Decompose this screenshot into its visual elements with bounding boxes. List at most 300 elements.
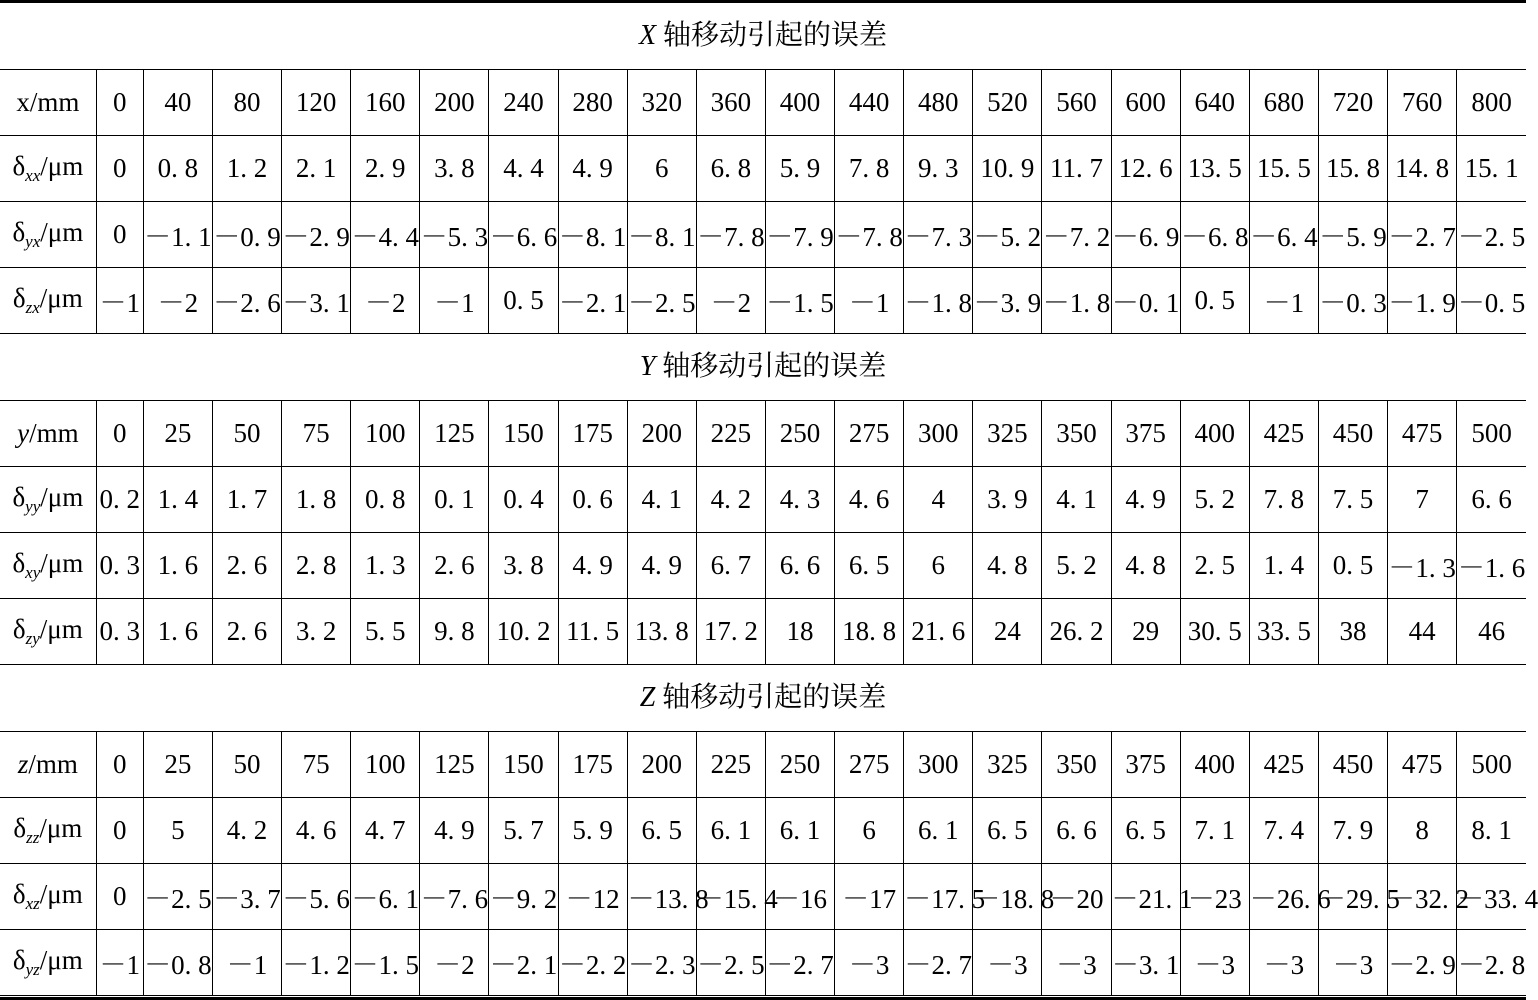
value-cell: －17: [835, 864, 904, 930]
error-subscript: zx: [25, 298, 40, 317]
position-cell: 300: [904, 401, 973, 467]
value-cell: 6. 5: [973, 798, 1042, 864]
value-cell: －1. 2: [282, 930, 351, 996]
value-cell: 11. 5: [558, 599, 627, 665]
value-cell: －2. 5: [696, 930, 765, 996]
error-table: [0, 69, 1526, 334]
position-cell: 240: [489, 70, 558, 136]
position-variable: x: [16, 87, 30, 117]
value-cell: 4. 6: [282, 798, 351, 864]
value-cell: 6: [904, 533, 973, 599]
position-cell: 375: [1111, 732, 1180, 798]
value-cell: －7. 9: [765, 202, 834, 268]
value-cell: －2. 6: [212, 268, 281, 334]
position-cell: 375: [1111, 401, 1180, 467]
delta-symbol: δ: [12, 548, 26, 578]
position-cell: 400: [765, 70, 834, 136]
value-cell: －33. 4: [1457, 864, 1526, 930]
position-cell: 640: [1180, 70, 1249, 136]
value-cell: 6. 1: [765, 798, 834, 864]
position-cell: 425: [1249, 732, 1318, 798]
value-cell: 7. 9: [1318, 798, 1387, 864]
value-cell: 11. 7: [1042, 136, 1111, 202]
error-unit: /μm: [39, 945, 83, 975]
value-cell: 0: [96, 202, 143, 268]
value-cell: 2. 6: [212, 599, 281, 665]
value-cell: 4. 7: [351, 798, 420, 864]
value-cell: 15. 5: [1249, 136, 1318, 202]
position-variable: z: [17, 749, 29, 779]
position-cell: 40: [143, 70, 212, 136]
value-cell: 0. 5: [1180, 268, 1249, 334]
value-cell: 5. 5: [351, 599, 420, 665]
value-cell: 4: [904, 467, 973, 533]
value-cell: －2. 3: [627, 930, 696, 996]
value-cell: －1. 1: [143, 202, 212, 268]
position-cell: 125: [420, 732, 489, 798]
position-cell: 350: [1042, 732, 1111, 798]
value-cell: 10. 2: [489, 599, 558, 665]
value-cell: 4. 9: [558, 533, 627, 599]
value-cell: 6. 6: [1457, 467, 1526, 533]
error-label: [0, 798, 96, 864]
value-cell: 7. 4: [1249, 798, 1318, 864]
position-cell: 560: [1042, 70, 1111, 136]
value-cell: 1. 3: [351, 533, 420, 599]
section-title-text: 轴移动引起的误差: [656, 20, 888, 51]
value-cell: －3: [835, 930, 904, 996]
position-cell: 250: [765, 732, 834, 798]
value-cell: －1: [1249, 268, 1318, 334]
position-cell: 450: [1318, 732, 1387, 798]
value-cell: 3. 2: [282, 599, 351, 665]
value-cell: 38: [1318, 599, 1387, 665]
value-cell: 12. 6: [1111, 136, 1180, 202]
position-cell: 400: [1180, 401, 1249, 467]
error-label: [0, 136, 96, 202]
error-unit: /μm: [40, 482, 84, 512]
position-cell: 25: [143, 401, 212, 467]
value-cell: 6. 5: [835, 533, 904, 599]
value-cell: 6. 1: [904, 798, 973, 864]
position-cell: 250: [765, 401, 834, 467]
position-label: [0, 70, 96, 136]
value-cell: －3: [1180, 930, 1249, 996]
value-cell: 17. 2: [696, 599, 765, 665]
error-label: [0, 599, 96, 665]
position-row: [0, 732, 1526, 798]
value-cell: －12: [558, 864, 627, 930]
value-cell: 4. 1: [1042, 467, 1111, 533]
value-cell: －2. 1: [489, 930, 558, 996]
value-cell: －5. 3: [420, 202, 489, 268]
value-cell: 7. 8: [1249, 467, 1318, 533]
position-cell: 0: [96, 732, 143, 798]
value-cell: －6. 4: [1249, 202, 1318, 268]
value-cell: 44: [1388, 599, 1457, 665]
value-cell: －6. 1: [351, 864, 420, 930]
value-cell: 4. 9: [627, 533, 696, 599]
value-cell: 18: [765, 599, 834, 665]
value-cell: 7. 1: [1180, 798, 1249, 864]
delta-symbol: δ: [12, 879, 26, 909]
value-cell: －7. 6: [420, 864, 489, 930]
value-cell: －1: [96, 930, 143, 996]
position-cell: 100: [351, 732, 420, 798]
value-cell: －8. 1: [558, 202, 627, 268]
value-cell: －2. 7: [765, 930, 834, 996]
error-subscript: yy: [25, 497, 41, 516]
delta-symbol: δ: [12, 151, 26, 181]
position-cell: 175: [558, 732, 627, 798]
value-cell: 1. 8: [282, 467, 351, 533]
section-title: [0, 665, 1526, 731]
value-cell: －18. 8: [973, 864, 1042, 930]
value-cell: －17. 5: [904, 864, 973, 930]
position-cell: 325: [973, 732, 1042, 798]
error-label: [0, 930, 96, 996]
value-cell: 0. 4: [489, 467, 558, 533]
value-cell: 2. 1: [282, 136, 351, 202]
position-cell: 75: [282, 732, 351, 798]
value-cell: －13. 8: [627, 864, 696, 930]
value-cell: 3. 9: [973, 467, 1042, 533]
error-label: [0, 467, 96, 533]
value-cell: 0. 8: [143, 136, 212, 202]
value-cell: －2. 7: [1388, 202, 1457, 268]
value-cell: －3. 1: [282, 268, 351, 334]
position-row: [0, 70, 1526, 136]
value-cell: 1. 4: [143, 467, 212, 533]
value-cell: －15. 4: [696, 864, 765, 930]
value-cell: 29: [1111, 599, 1180, 665]
position-cell: 160: [351, 70, 420, 136]
section-axis-letter: X: [638, 20, 657, 51]
value-cell: －3. 7: [212, 864, 281, 930]
value-cell: 5. 9: [558, 798, 627, 864]
position-cell: 500: [1457, 401, 1526, 467]
value-cell: 2. 8: [282, 533, 351, 599]
value-cell: 2. 9: [351, 136, 420, 202]
delta-symbol: δ: [12, 945, 26, 975]
error-unit: /μm: [40, 548, 84, 578]
value-cell: －2. 5: [1457, 202, 1526, 268]
error-subscript: xy: [25, 563, 41, 582]
value-cell: －1: [835, 268, 904, 334]
value-cell: －3. 1: [1111, 930, 1180, 996]
position-label: [0, 732, 96, 798]
section-title-text: 轴移动引起的误差: [655, 351, 887, 382]
position-cell: 50: [212, 401, 281, 467]
section-title: [0, 334, 1526, 400]
position-cell: 275: [835, 732, 904, 798]
section-title: [0, 3, 1526, 69]
position-variable: y: [17, 418, 30, 448]
value-cell: －32. 2: [1388, 864, 1457, 930]
value-cell: 13. 8: [627, 599, 696, 665]
value-cell: 7: [1388, 467, 1457, 533]
error-unit: /μm: [39, 614, 83, 644]
value-cell: －5. 9: [1318, 202, 1387, 268]
value-cell: 6. 6: [765, 533, 834, 599]
error-row: [0, 268, 1526, 334]
error-row: [0, 864, 1526, 930]
value-cell: 5. 2: [1042, 533, 1111, 599]
error-row: [0, 599, 1526, 665]
value-cell: 4. 3: [765, 467, 834, 533]
value-cell: 14. 8: [1388, 136, 1457, 202]
value-cell: 0. 6: [558, 467, 627, 533]
position-cell: 125: [420, 401, 489, 467]
error-row: [0, 467, 1526, 533]
value-cell: 18. 8: [835, 599, 904, 665]
value-cell: －2. 5: [627, 268, 696, 334]
value-cell: －4. 4: [351, 202, 420, 268]
value-cell: －20: [1042, 864, 1111, 930]
value-cell: －2. 9: [1388, 930, 1457, 996]
position-cell: 720: [1318, 70, 1387, 136]
value-cell: 1. 6: [143, 533, 212, 599]
position-cell: 320: [627, 70, 696, 136]
value-cell: 4. 8: [973, 533, 1042, 599]
value-cell: 0. 5: [1318, 533, 1387, 599]
position-cell: 100: [351, 401, 420, 467]
value-cell: －9. 2: [489, 864, 558, 930]
value-cell: 4. 9: [558, 136, 627, 202]
error-unit: /μm: [39, 813, 83, 843]
value-cell: 46: [1457, 599, 1526, 665]
value-cell: －0. 9: [212, 202, 281, 268]
value-cell: 6: [835, 798, 904, 864]
position-cell: 325: [973, 401, 1042, 467]
value-cell: －0. 1: [1111, 268, 1180, 334]
value-cell: 6. 6: [1042, 798, 1111, 864]
value-cell: 6. 1: [696, 798, 765, 864]
value-cell: 5. 2: [1180, 467, 1249, 533]
position-cell: 450: [1318, 401, 1387, 467]
position-cell: 360: [696, 70, 765, 136]
position-cell: 200: [420, 70, 489, 136]
value-cell: 24: [973, 599, 1042, 665]
value-cell: 8. 1: [1457, 798, 1526, 864]
value-cell: 5. 9: [765, 136, 834, 202]
value-cell: －2: [696, 268, 765, 334]
value-cell: －23: [1180, 864, 1249, 930]
error-unit: /μm: [39, 283, 83, 313]
error-subscript: zy: [25, 629, 40, 648]
value-cell: 9. 3: [904, 136, 973, 202]
error-unit: /μm: [40, 151, 84, 181]
position-cell: 475: [1388, 732, 1457, 798]
value-cell: 30. 5: [1180, 599, 1249, 665]
error-row: [0, 202, 1526, 268]
value-cell: －1. 5: [765, 268, 834, 334]
error-row: [0, 798, 1526, 864]
value-cell: 4. 2: [696, 467, 765, 533]
value-cell: 21. 6: [904, 599, 973, 665]
value-cell: 6: [627, 136, 696, 202]
value-cell: －3: [1042, 930, 1111, 996]
value-cell: －2. 8: [1457, 930, 1526, 996]
error-label: [0, 268, 96, 334]
delta-symbol: δ: [12, 614, 26, 644]
position-cell: 80: [212, 70, 281, 136]
value-cell: －2. 5: [143, 864, 212, 930]
value-cell: 4. 4: [489, 136, 558, 202]
value-cell: －1. 8: [904, 268, 973, 334]
value-cell: －0. 8: [143, 930, 212, 996]
value-cell: －2: [143, 268, 212, 334]
position-cell: 520: [973, 70, 1042, 136]
value-cell: －1: [96, 268, 143, 334]
value-cell: 9. 8: [420, 599, 489, 665]
position-cell: 480: [904, 70, 973, 136]
value-cell: 6. 8: [696, 136, 765, 202]
value-cell: －0. 5: [1457, 268, 1526, 334]
delta-symbol: δ: [13, 813, 27, 843]
position-cell: 800: [1457, 70, 1526, 136]
value-cell: 0: [96, 798, 143, 864]
error-label: [0, 202, 96, 268]
position-label: [0, 401, 96, 467]
position-cell: 500: [1457, 732, 1526, 798]
value-cell: －3: [973, 930, 1042, 996]
value-cell: －7. 8: [835, 202, 904, 268]
position-cell: 225: [696, 732, 765, 798]
value-cell: －2: [351, 268, 420, 334]
value-cell: 2. 6: [212, 533, 281, 599]
value-cell: 2. 6: [420, 533, 489, 599]
position-cell: 760: [1388, 70, 1457, 136]
position-cell: 200: [627, 732, 696, 798]
value-cell: －7. 3: [904, 202, 973, 268]
value-cell: 6. 5: [627, 798, 696, 864]
value-cell: －2. 9: [282, 202, 351, 268]
value-cell: －2. 7: [904, 930, 973, 996]
value-cell: 15. 8: [1318, 136, 1387, 202]
position-cell: 400: [1180, 732, 1249, 798]
value-cell: －2: [420, 930, 489, 996]
value-cell: －1: [420, 268, 489, 334]
value-cell: 15. 1: [1457, 136, 1526, 202]
value-cell: －3: [1318, 930, 1387, 996]
position-unit: /mm: [29, 418, 79, 448]
value-cell: －6. 6: [489, 202, 558, 268]
value-cell: 3. 8: [489, 533, 558, 599]
value-cell: －3. 9: [973, 268, 1042, 334]
position-cell: 300: [904, 732, 973, 798]
position-cell: 350: [1042, 401, 1111, 467]
value-cell: 4. 8: [1111, 533, 1180, 599]
position-cell: 150: [489, 732, 558, 798]
value-cell: －21. 1: [1111, 864, 1180, 930]
position-cell: 680: [1249, 70, 1318, 136]
value-cell: 4. 1: [627, 467, 696, 533]
value-cell: 1. 7: [212, 467, 281, 533]
value-cell: 1. 2: [212, 136, 281, 202]
value-cell: 13. 5: [1180, 136, 1249, 202]
value-cell: －1. 6: [1457, 533, 1526, 599]
value-cell: －16: [765, 864, 834, 930]
error-table: [0, 400, 1526, 665]
error-subscript: zz: [26, 828, 40, 847]
value-cell: －2. 1: [558, 268, 627, 334]
position-cell: 600: [1111, 70, 1180, 136]
position-cell: 150: [489, 401, 558, 467]
position-cell: 225: [696, 401, 765, 467]
value-cell: 0. 5: [489, 268, 558, 334]
value-cell: －7. 8: [696, 202, 765, 268]
error-subscript: xz: [25, 894, 40, 913]
value-cell: －8. 1: [627, 202, 696, 268]
value-cell: 33. 5: [1249, 599, 1318, 665]
value-cell: 0. 1: [420, 467, 489, 533]
value-cell: －1. 9: [1388, 268, 1457, 334]
error-unit: /μm: [40, 217, 84, 247]
value-cell: 5. 7: [489, 798, 558, 864]
error-row: [0, 533, 1526, 599]
value-cell: 0. 3: [96, 533, 143, 599]
section-axis-letter: Z: [639, 682, 656, 713]
value-cell: 10. 9: [973, 136, 1042, 202]
value-cell: 4. 9: [420, 798, 489, 864]
value-cell: 0: [96, 136, 143, 202]
value-cell: 1. 4: [1249, 533, 1318, 599]
value-cell: 1. 6: [143, 599, 212, 665]
value-cell: 2. 5: [1180, 533, 1249, 599]
value-cell: 6. 5: [1111, 798, 1180, 864]
error-label: [0, 864, 96, 930]
value-cell: －1. 3: [1388, 533, 1457, 599]
value-cell: 4. 2: [212, 798, 281, 864]
value-cell: －5. 6: [282, 864, 351, 930]
section-title-text: 轴移动引起的误差: [655, 682, 887, 713]
position-cell: 25: [143, 732, 212, 798]
value-cell: 0: [96, 864, 143, 930]
value-cell: 4. 9: [1111, 467, 1180, 533]
error-subscript: yz: [25, 960, 40, 979]
value-cell: 6. 7: [696, 533, 765, 599]
value-cell: －1: [212, 930, 281, 996]
error-unit: /μm: [39, 879, 83, 909]
position-cell: 50: [212, 732, 281, 798]
value-cell: －1. 5: [351, 930, 420, 996]
position-cell: 275: [835, 401, 904, 467]
value-cell: －3: [1249, 930, 1318, 996]
position-cell: 120: [282, 70, 351, 136]
error-label: [0, 533, 96, 599]
position-cell: 200: [627, 401, 696, 467]
error-row: [0, 930, 1526, 996]
section-axis-letter: Y: [639, 351, 656, 382]
error-subscript: yx: [25, 232, 41, 251]
position-cell: 475: [1388, 401, 1457, 467]
value-cell: 7. 8: [835, 136, 904, 202]
error-table: [0, 731, 1538, 996]
value-cell: 0. 8: [351, 467, 420, 533]
value-cell: －2. 2: [558, 930, 627, 996]
position-cell: 175: [558, 401, 627, 467]
value-cell: －6. 9: [1111, 202, 1180, 268]
value-cell: －26. 6: [1249, 864, 1318, 930]
position-unit: /mm: [28, 749, 78, 779]
value-cell: 5: [143, 798, 212, 864]
error-row: [0, 136, 1526, 202]
value-cell: －29. 5: [1318, 864, 1387, 930]
position-unit: /mm: [29, 87, 80, 117]
value-cell: －7. 2: [1042, 202, 1111, 268]
value-cell: －5. 2: [973, 202, 1042, 268]
